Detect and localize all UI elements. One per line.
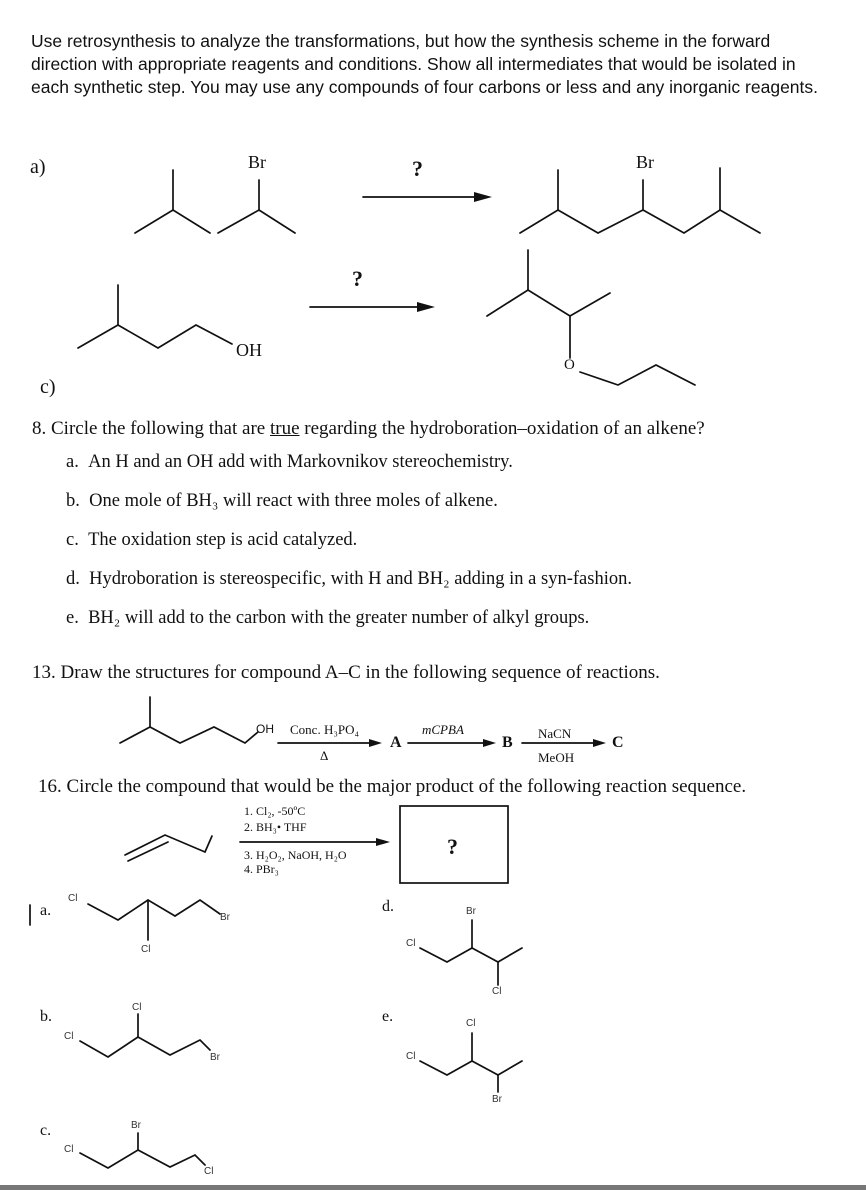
choice-c-atom-2: Br xyxy=(131,1120,141,1131)
q16-box-question: ? xyxy=(447,834,458,859)
q16-step-1: 1. Cl₂, -50ºC xyxy=(244,804,306,818)
compound-c: C xyxy=(612,734,624,751)
q8-option-c[interactable]: c. The oxidation step is acid catalyzed. xyxy=(66,530,358,550)
q13-starting-alcohol xyxy=(120,697,258,743)
choice-d-atom-3: Cl xyxy=(492,986,502,997)
choice-e-atom-1: Cl xyxy=(406,1051,416,1062)
q8-option-d[interactable]: d. Hydroboration is stereospecific, with H and BH₂ adding in a syn-fashion. xyxy=(66,569,632,589)
part-a-label: a) xyxy=(30,156,46,178)
choice-e-letter[interactable]: e. xyxy=(382,1008,394,1025)
q13-reagent-1-heat: Δ xyxy=(320,748,329,763)
compound-a: A xyxy=(390,734,402,751)
choice-d-structure xyxy=(420,920,522,985)
choice-a-atom-2: Br xyxy=(220,912,230,923)
choice-c-atom-3: Cl xyxy=(204,1166,214,1177)
a-start-br: Br xyxy=(248,152,266,172)
choice-a-letter[interactable]: a. xyxy=(40,902,52,919)
compound-b: B xyxy=(502,734,513,751)
choice-e-structure xyxy=(420,1033,522,1092)
q13-oh: OH xyxy=(256,722,274,736)
choice-d-atom-2: Cl xyxy=(406,938,416,949)
q16-step-4: 4. PBr₃ xyxy=(244,862,279,876)
q13-reagent-3-solvent: MeOH xyxy=(538,750,575,765)
q8-question: 8. Circle the following that are true regarding the hydroboration–oxidation of an alkene? xyxy=(32,418,705,439)
b-starting-material xyxy=(78,285,232,348)
choice-c-atom-1: Cl xyxy=(64,1144,74,1155)
choice-a-atom-3: Cl xyxy=(141,944,151,955)
choice-b-structure xyxy=(80,1014,210,1057)
q16-alkene xyxy=(125,835,212,861)
choice-b-atom-2: Cl xyxy=(132,1002,142,1013)
choice-c-letter[interactable]: c. xyxy=(40,1122,52,1139)
instructions-text: Use retrosynthesis to analyze the transformations, but how the synthesis scheme in the forward direction with appropriate reagents and conditions. Show all intermediates that would be isolated in each synthetic step. You may use any compounds of four carbons or less and any inorganic reagents. xyxy=(31,31,819,97)
q8-option-b[interactable]: b. One mole of BH₃ will react with three moles of alkene. xyxy=(66,491,498,511)
a-starting-material xyxy=(135,170,295,233)
choice-e-atom-3: Br xyxy=(492,1094,502,1105)
choice-c-structure xyxy=(80,1133,205,1168)
q16-question: 16. Circle the compound that would be the major product of the following reaction sequence. xyxy=(38,776,747,797)
a-product xyxy=(520,168,760,233)
choice-b-atom-3: Br xyxy=(210,1052,220,1063)
b-product-o: O xyxy=(564,357,575,373)
q16-step-3: 3. H₂O₂, NaOH, H₂O xyxy=(244,848,347,862)
q13-reagent-3: NaCN xyxy=(538,726,572,741)
a-product-br: Br xyxy=(636,152,654,172)
choice-b-letter[interactable]: b. xyxy=(40,1008,52,1025)
q8-option-a[interactable]: a. An H and an OH add with Markovnikov stereochemistry. xyxy=(66,452,513,472)
b-start-oh: OH xyxy=(236,340,262,360)
choice-d-letter[interactable]: d. xyxy=(382,898,394,915)
choice-a-atom-1: Cl xyxy=(68,893,78,904)
q13-question: 13. Draw the structures for compound A–C in the following sequence of reactions. xyxy=(32,662,660,683)
page-bottom-border xyxy=(0,1185,866,1190)
choice-b-atom-1: Cl xyxy=(64,1031,74,1042)
b-arrow-question: ? xyxy=(352,266,363,291)
choice-a-structure xyxy=(88,900,220,940)
choice-e-atom-2: Cl xyxy=(466,1018,476,1029)
a-arrow-question: ? xyxy=(412,156,423,181)
q13-reagent-2: mCPBA xyxy=(422,722,464,737)
part-c-label: c) xyxy=(40,376,56,398)
choice-d-atom-1: Br xyxy=(466,906,476,917)
q8-option-e[interactable]: e. BH₂ will add to the carbon with the greater number of alkyl groups. xyxy=(66,608,590,628)
q13-reagent-1: Conc. H₃PO₄ xyxy=(290,722,360,737)
b-product xyxy=(487,250,695,385)
q16-step-2: 2. BH₃• THF xyxy=(244,820,307,834)
